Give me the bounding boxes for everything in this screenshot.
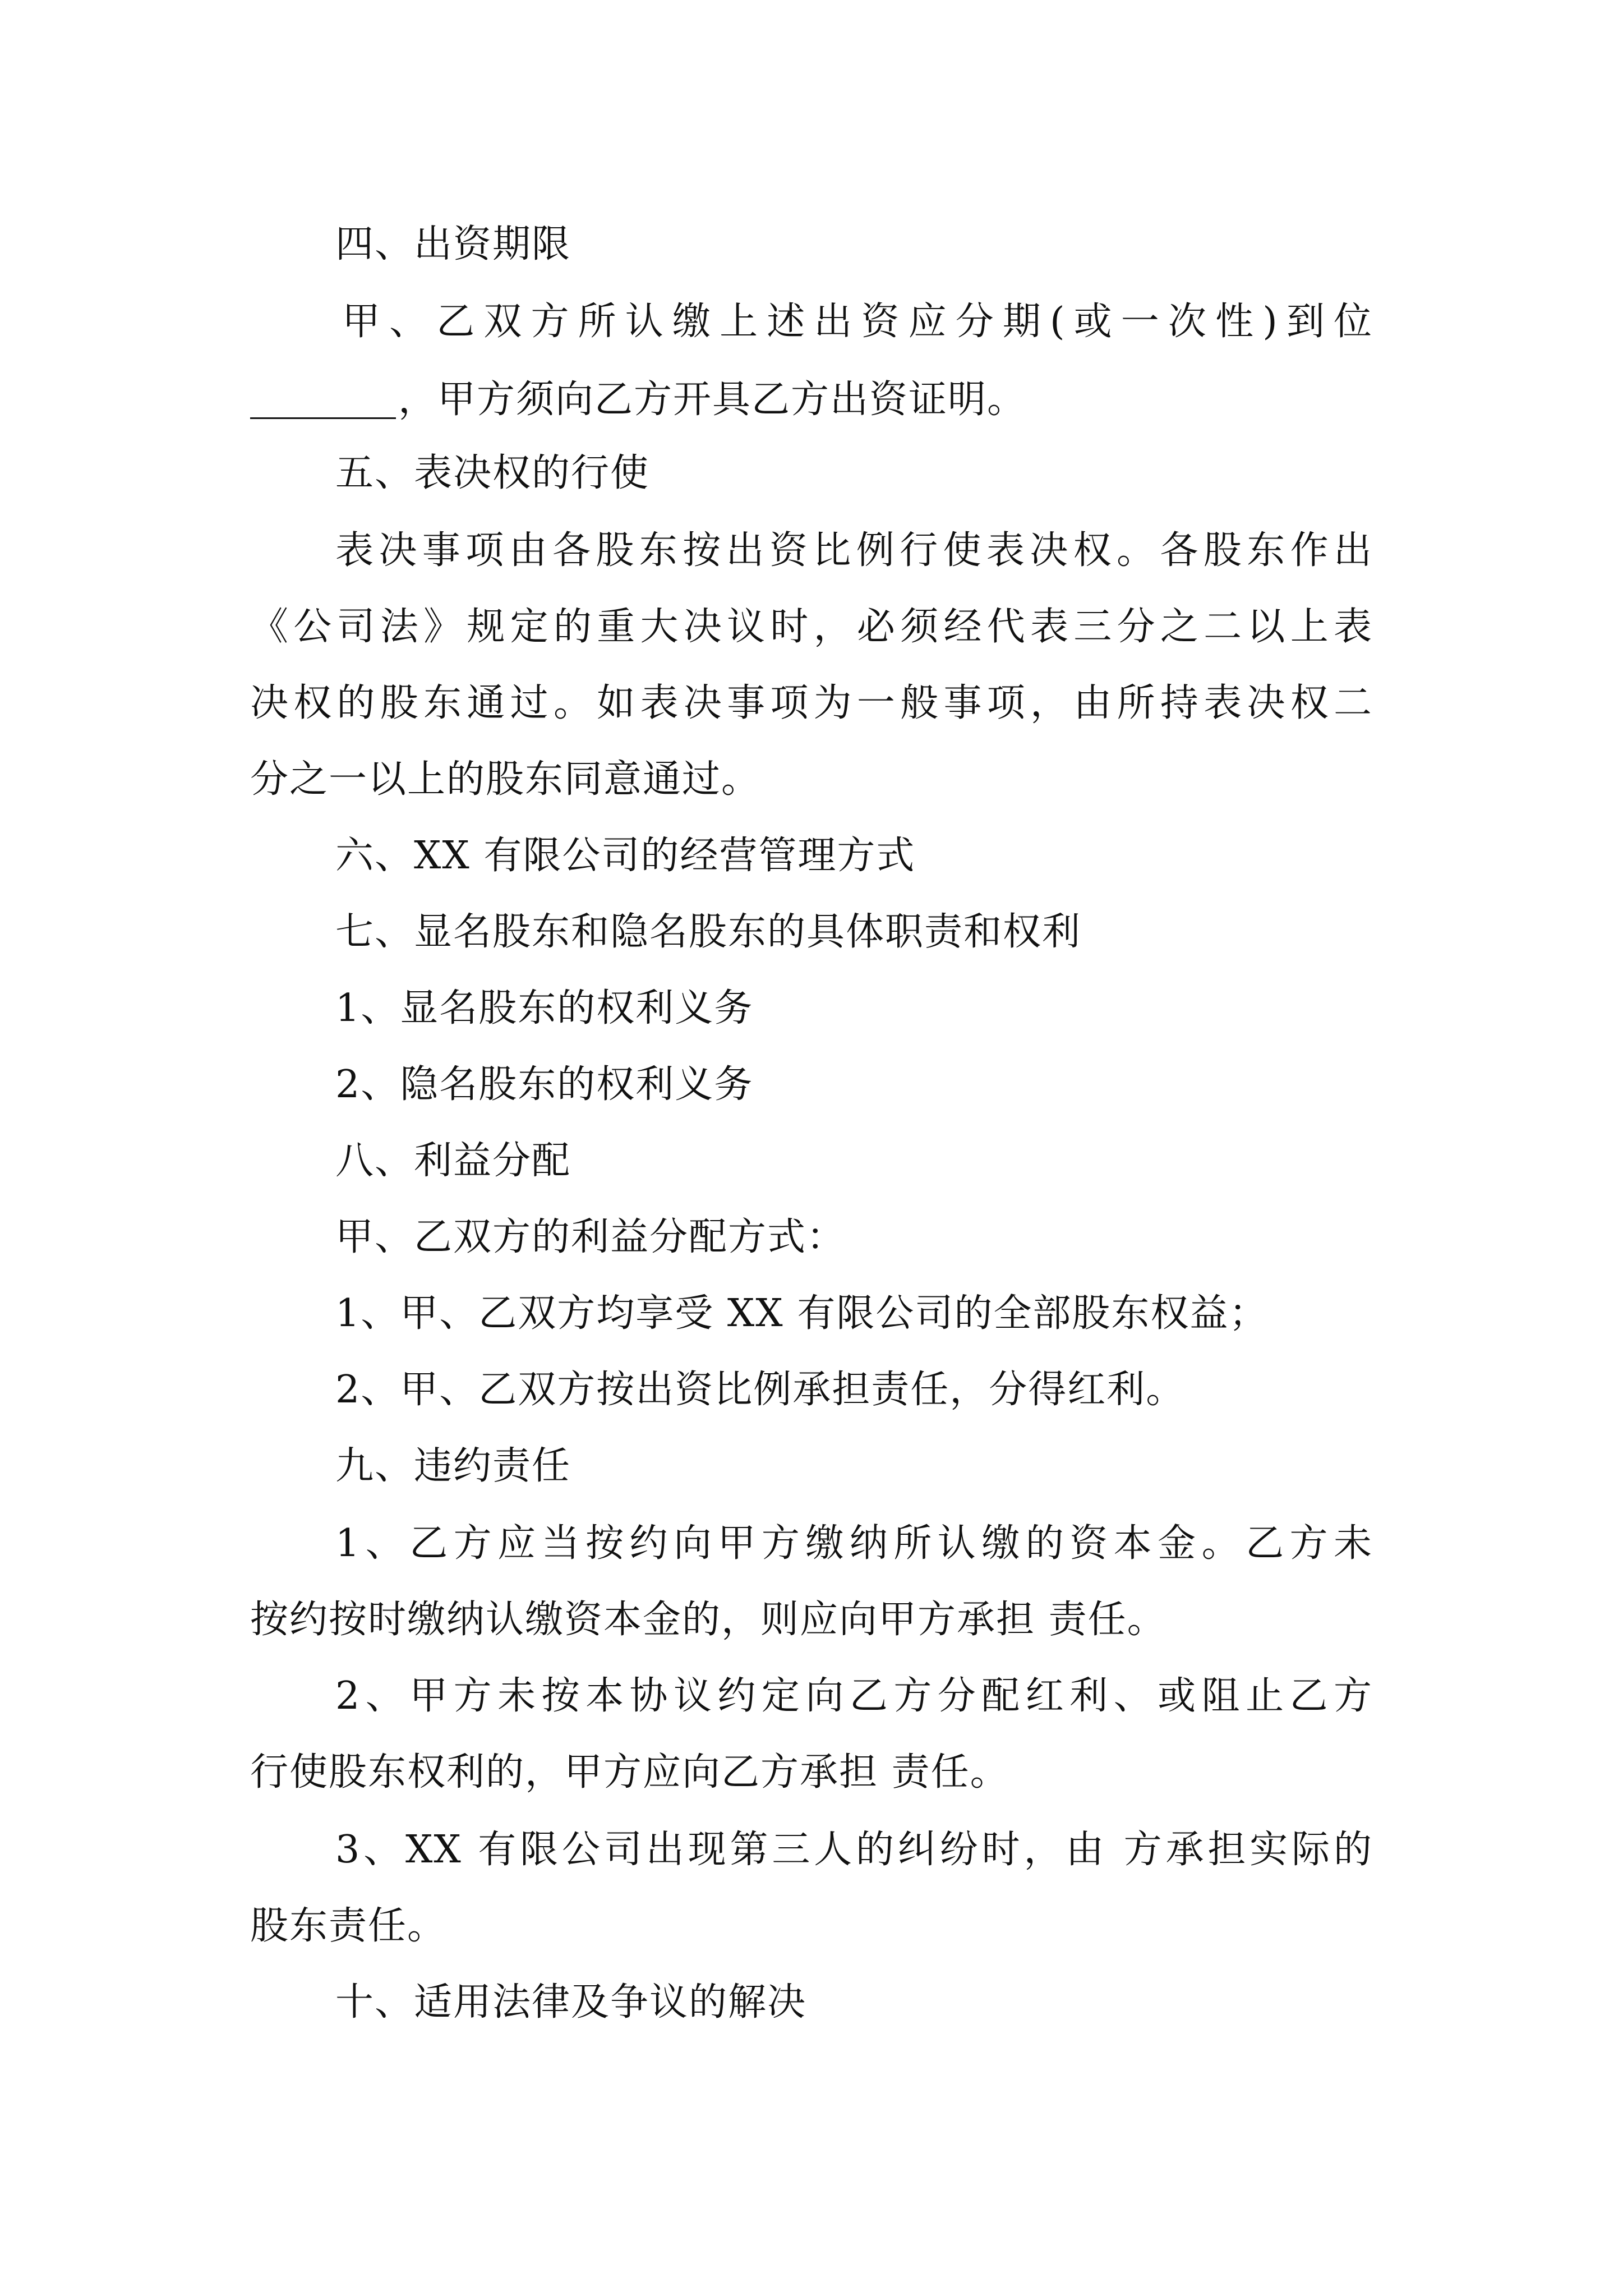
section-heading-5: 五、表决权的行使	[335, 451, 650, 495]
list-item: 2、甲、乙双方按出资比例承担责任，分得红利。	[335, 1368, 1186, 1412]
paragraph-line: 甲、乙双方的利益分配方式：	[335, 1215, 846, 1259]
paragraph-line: 2、甲方未按本协议约定向乙方分配红利、或阻止乙方	[335, 1674, 1373, 1718]
paragraph-line: 《公司法》规定的重大决议时，必须经代表三分之二以上表	[250, 605, 1373, 649]
paragraph-line-with-blank	[250, 378, 1027, 422]
paragraph-line: 表决事项由各股东按出资比例行使表决权。各股东作出	[335, 528, 1373, 573]
section-heading-9: 九、违约责任	[335, 1444, 571, 1488]
section-heading-7: 七、显名股东和隐名股东的具体职责和权利	[335, 910, 1082, 954]
paragraph-line: 股东责任。	[250, 1904, 447, 1948]
paragraph-line: 行使股东权利的，甲方应向乙方承担 责任。	[250, 1750, 1009, 1795]
list-item: 2、隐名股东的权利义务	[335, 1062, 754, 1107]
section-heading-8: 八、利益分配	[335, 1139, 571, 1183]
list-item: 1、显名股东的权利义务	[335, 986, 754, 1030]
paragraph-line: 决权的股东通过。如表决事项为一般事项，由所持表决权二	[250, 681, 1373, 725]
paragraph-line-text: ，甲方须向乙方开具乙方出资证明。	[398, 378, 1027, 422]
section-heading-10: 十、适用法律及争议的解决	[335, 1980, 807, 2024]
section-heading-4: 四、出资期限	[335, 222, 571, 266]
paragraph-line: 3、XX 有限公司出现第三人的纠纷时，由 方承担实际的	[335, 1828, 1373, 1872]
fill-in-blank	[250, 378, 396, 419]
paragraph-line: 分之一以上的股东同意通过。	[250, 757, 761, 802]
paragraph-line: 甲、乙双方所认缴上述出资应分期(或一次性)到位	[342, 300, 1373, 344]
list-item: 1、甲、乙双方均享受 XX 有限公司的全部股东权益；	[335, 1291, 1269, 1336]
paragraph-line: 按约按时缴纳认缴资本金的，则应向甲方承担 责任。	[250, 1598, 1166, 1642]
section-heading-6: 六、XX 有限公司的经营管理方式	[335, 834, 916, 878]
paragraph-line: 1、乙方应当按约向甲方缴纳所认缴的资本金。乙方未	[335, 1521, 1373, 1566]
